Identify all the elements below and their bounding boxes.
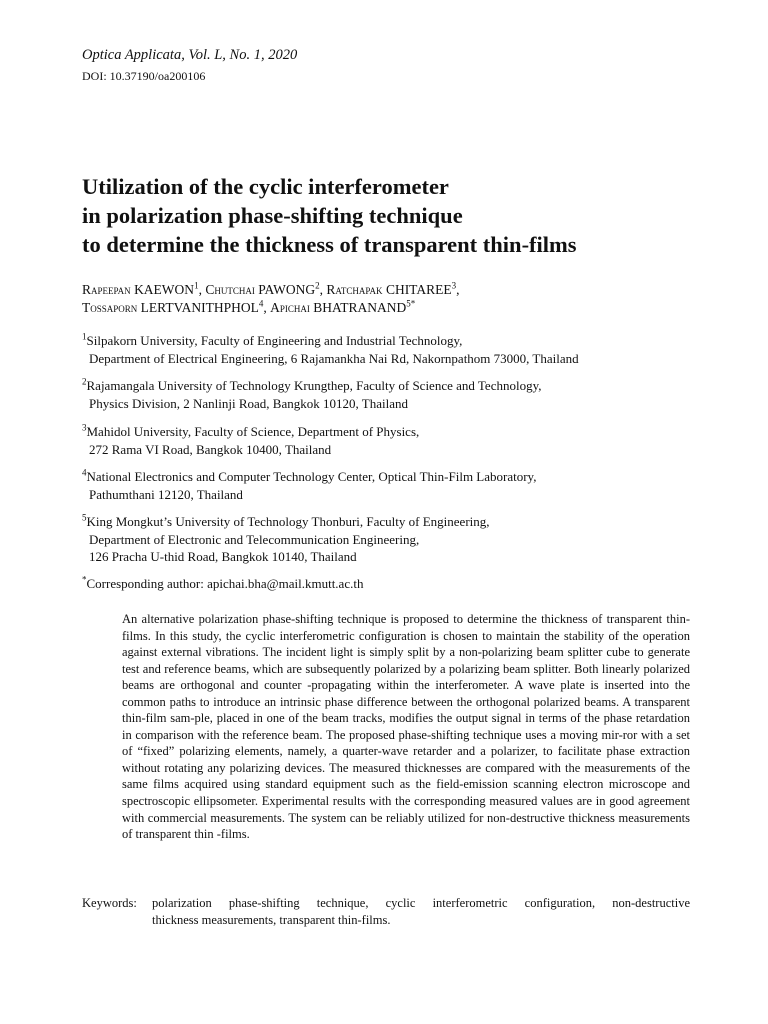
author-first-name: Apichai — [270, 300, 310, 315]
affiliation-line: Silpakorn University, Faculty of Engineering and Industrial Technology, — [86, 333, 463, 348]
author-last-name: CHITAREE — [385, 282, 452, 297]
author-first-name: Rapeepan — [82, 282, 131, 297]
keywords-section — [82, 895, 690, 929]
author-affiliation-mark: 1 — [194, 280, 199, 291]
affiliation-number: 1 — [82, 331, 87, 342]
affiliation-line: 126 Pracha U-thid Road, Bangkok 10140, Thailand — [89, 549, 357, 564]
author-affiliation-mark: 2 — [315, 280, 320, 291]
affiliation-line: National Electronics and Computer Technology Center, Optical Thin-Film Laboratory, — [86, 469, 537, 484]
author-last-name: LERTVANITHPHOL — [140, 300, 259, 315]
affiliation-line: Rajamangala University of Technology Krungthep, Faculty of Science and Technology, — [86, 378, 542, 393]
abstract-text: An alternative polarization phase-shifting technique is proposed to determine the thickness of transparent thin-films. In this study, the cyclic interferometric configuration is chosen to maintain the stability of the operation against external vibrations. The incident light is simply split by a non-polarizing beam splitter cube to generate test and reference beams, which are subsequently polarized by a polarizing beam splitter. Both linearly polarized beams are orthogonal and counter -propagating within the interferometer. A wave plate is inserted into the common paths to introduce an intrinsic phase difference between the orthogonal polarized beams. A transparent thin-film sam-ple, placed in one of the beam tracks, modifies the output signal in terms of the phase retardation in comparison with the reference beam. The proposed phase-shifting technique uses a moving mir-ror with a set of “fixed” polarizing elements, namely, a quarter-wave retarder and a polarizer, to facilitate phase extraction without rotating any polarizing devices. The measured thicknesses are compared with the measurements of the same films acquired using standard equipment such as the field-emission scanning electron microscope and spectroscopic ellipsometer. Experimental results with the corresponding measured values are in good agreement with commercial measurements. The system can be reliably utilized for non-destructive thickness measurements of transparent thin -films. — [122, 612, 690, 842]
author-last-name: PAWONG — [258, 282, 316, 297]
keywords-label: Keywords: — [82, 896, 137, 910]
doi-line: DOI: 10.37190/oa200106 — [82, 69, 206, 83]
affiliation-5 — [82, 513, 490, 566]
affiliation-line: Physics Division, 2 Nanlinji Road, Bangkok 10120, Thailand — [89, 395, 408, 411]
affiliation-2 — [82, 377, 542, 412]
affiliation-line: Pathumthani 12120, Thailand — [89, 486, 243, 502]
title-line-1: Utilization of the cyclic interferometer — [82, 174, 449, 199]
affiliation-number: 5 — [82, 512, 87, 523]
author-first-name: Ratchapak — [326, 282, 383, 297]
abstract — [122, 611, 690, 843]
author-affiliation-mark: 4 — [258, 298, 264, 309]
affiliation-line: 272 Rama VI Road, Bangkok 10400, Thailand — [89, 441, 332, 457]
author-line-1: Rapeepan KAEWON$^1$, Chutchai PAWONG$^2$, Ratchapak CHITAREE$^3$, — [82, 280, 460, 297]
corresponding-author — [82, 575, 363, 593]
affiliation-3 — [82, 423, 419, 458]
journal-citation: Optica Applicata, Vol. L, No. 1, 2020 — [82, 47, 298, 63]
author-line-2: Tossaporn LERTVANITHPHOL$^4$, Apichai $BHATRANAND^{5*}$ — [82, 298, 416, 315]
author-last-name: KAEWON — [134, 282, 195, 297]
title-line-2: in polarization phase-shifting technique — [82, 203, 463, 228]
author-list — [82, 281, 459, 317]
affiliation-line: King Mongkut’s University of Technology Thonburi, Faculty of Engineering, — [86, 514, 490, 529]
affiliation-number: 4 — [82, 467, 87, 478]
affiliation-4 — [82, 468, 536, 503]
keywords-text — [152, 895, 690, 929]
author-first-name: Chutchai — [205, 282, 255, 297]
affiliation-1 — [82, 332, 579, 367]
author-last-name: BHATRANAND — [313, 300, 407, 315]
keywords-line-2: thickness measurements, transparent thin-films. — [152, 913, 391, 927]
affiliation-number: 2 — [82, 376, 87, 387]
affiliation-line: Department of Electrical Engineering, 6 Rajamankha Nai Rd, Nakornpathom 73000, Thailand — [89, 350, 579, 366]
paper-title — [82, 172, 722, 259]
corresponding-mark: * — [82, 574, 87, 585]
corresponding-author-text: Corresponding author: apichai.bha@mail.kmutt.ac.th — [86, 576, 364, 591]
author-affiliation-mark: 5* — [406, 298, 416, 309]
title-line-3: to determine the thickness of transparent thin-films — [82, 232, 577, 257]
author-affiliation-mark: 3 — [451, 280, 457, 291]
affiliation-number: 3 — [82, 422, 87, 433]
author-first-name: Tossaporn — [82, 300, 138, 315]
keywords-line-1: polarization phase-shifting technique, cyclic interferometric configuration, non-destructive — [152, 896, 690, 910]
affiliation-line: Mahidol University, Faculty of Science, Department of Physics, — [86, 424, 420, 439]
affiliation-line: Department of Electronic and Telecommunication Engineering, — [89, 531, 420, 547]
